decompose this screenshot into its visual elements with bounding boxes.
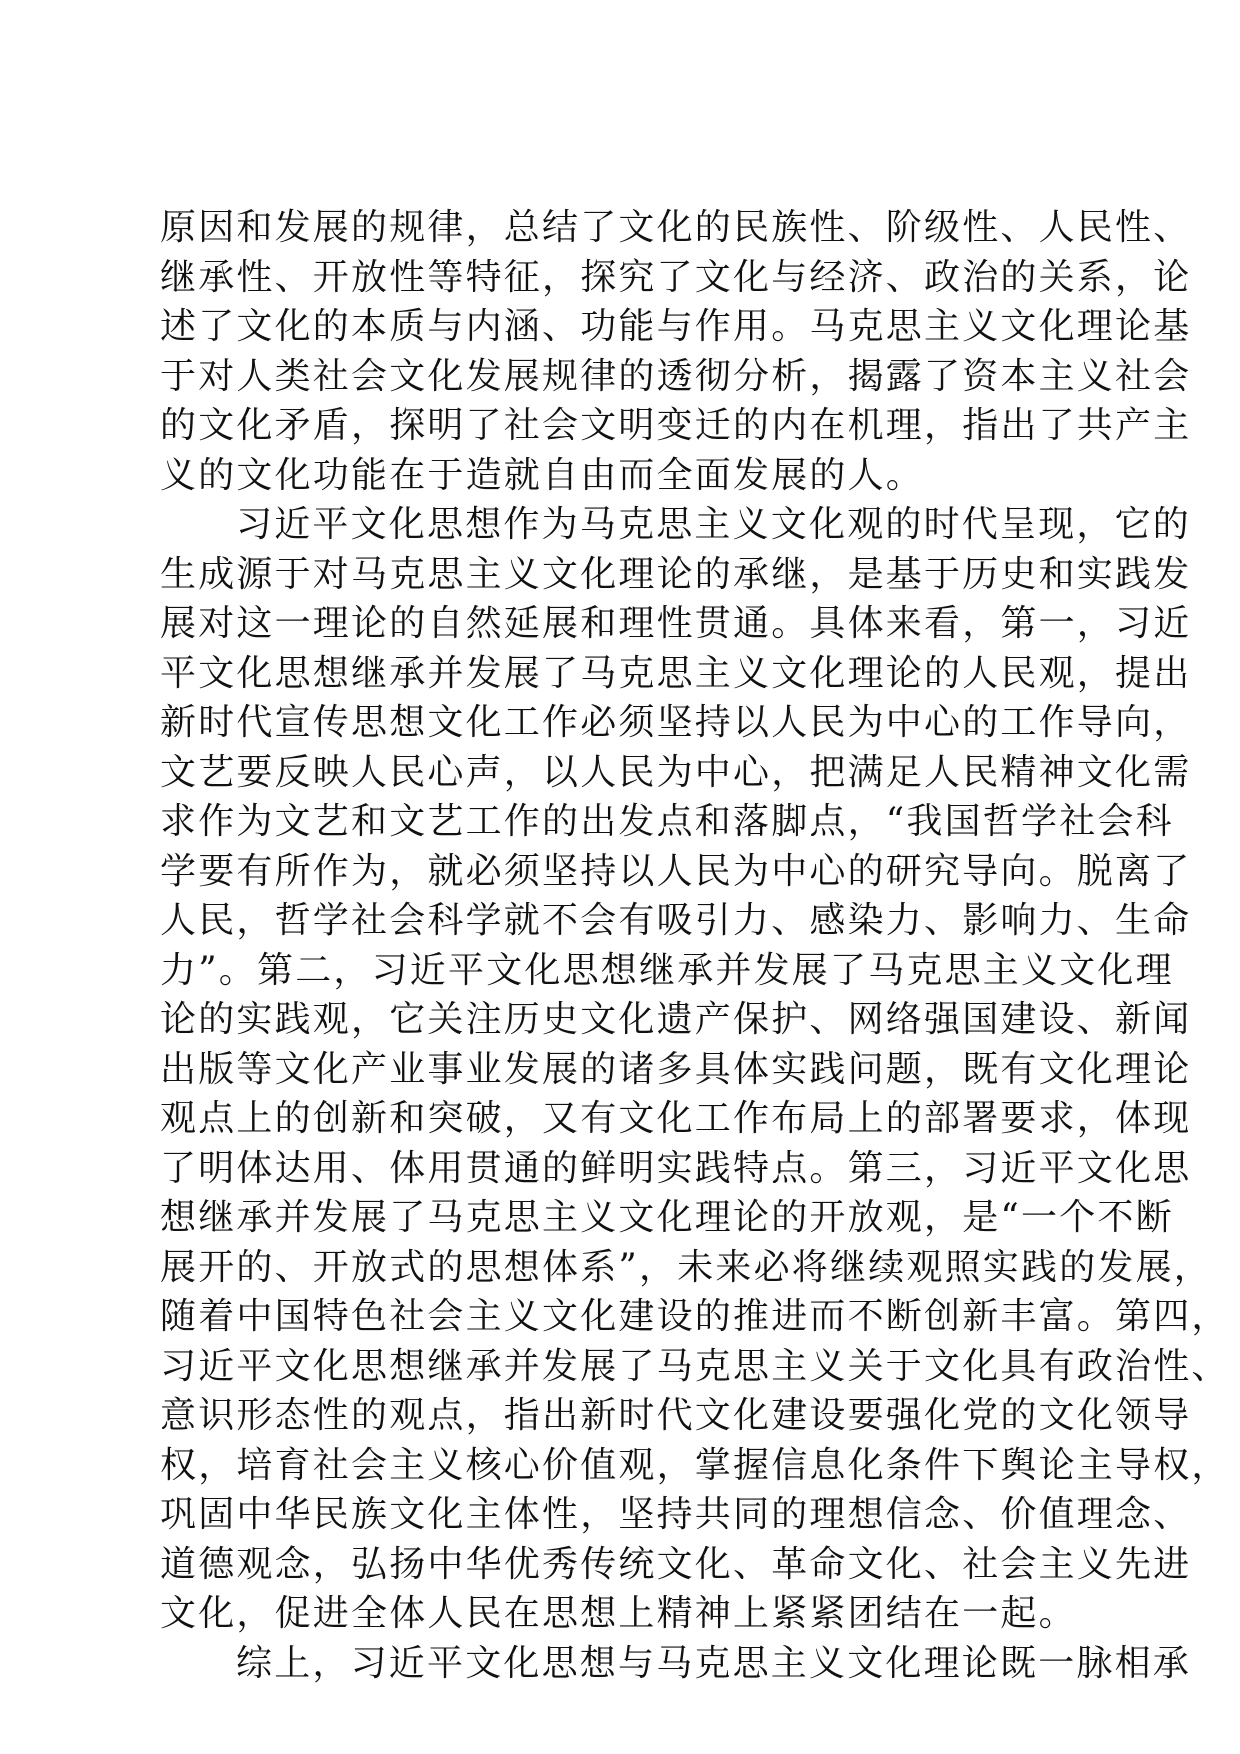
text-line: 想继承并发展了马克思主义文化理论的开放观，是“一个不断	[160, 1197, 1174, 1238]
text-line: 求作为文艺和文艺工作的出发点和落脚点，“我国哲学社会科	[160, 801, 1174, 842]
text-line: 观点上的创新和突破，又有文化工作布局上的部署要求，体现	[160, 1098, 1192, 1139]
text-line: 展对这一理论的自然延展和理性贯通。具体来看，第一，习近	[160, 603, 1192, 644]
text-line: 权，培育社会主义核心价值观，掌握信息化条件下舆论主导权，	[160, 1444, 1230, 1486]
text-line: 文化，促进全体人民在思想上精神上紧紧团结在一起。	[160, 1593, 1077, 1634]
text-line: 习近平文化思想继承并发展了马克思主义关于文化具有政治性、	[160, 1345, 1230, 1387]
text-line: 生成源于对马克思主义文化理论的承继，是基于历史和实践发	[160, 553, 1192, 595]
text-line: 继承性、开放性等特征，探究了文化与经济、政治的关系，论	[160, 256, 1192, 298]
text-line: 述了文化的本质与内涵、功能与作用。马克思主义文化理论基	[160, 306, 1192, 347]
text-line: 新时代宣传思想文化工作必须坚持以人民为中心的工作导向，	[160, 702, 1192, 743]
text-line: 平文化思想继承并发展了马克思主义文化理论的人民观，提出	[160, 652, 1192, 694]
text-line: 随着中国特色社会主义文化建设的推进而不断创新丰富。第四，	[160, 1296, 1230, 1337]
text-line: 展开的、开放式的思想体系”，未来必将继续观照实践的发展，	[160, 1246, 1213, 1288]
text-line: 原因和发展的规律，总结了文化的民族性、阶级性、人民性、	[160, 207, 1192, 248]
text-line: 巩固中华民族文化主体性，坚持共同的理想信念、价值理念、	[160, 1494, 1192, 1535]
text-line: 义的文化功能在于造就自由而全面发展的人。	[160, 454, 925, 496]
text-line: 力”。第二，习近平文化思想继承并发展了马克思主义文化理	[160, 949, 1174, 991]
text-line: 于对人类社会文化发展规律的透彻分析，揭露了资本主义社会	[160, 355, 1192, 397]
text-line: 出版等文化产业事业发展的诸多具体实践问题，既有文化理论	[160, 1048, 1192, 1090]
text-line: 学要有所作为，就必须坚持以人民为中心的研究导向。脱离了	[160, 850, 1192, 892]
body-text	[160, 203, 1230, 1688]
text-line: 的文化矛盾，探明了社会文明变迁的内在机理，指出了共产主	[160, 405, 1192, 446]
text-line: 论的实践观，它关注历史文化遗产保护、网络强国建设、新闻	[160, 999, 1192, 1040]
paragraph-1	[160, 203, 1192, 500]
text-line: 文艺要反映人民心声，以人民为中心，把满足人民精神文化需	[160, 751, 1192, 793]
text-line: 道德观念，弘扬中华优秀传统文化、革命文化、社会主义先进	[160, 1543, 1192, 1585]
text-line: 综上，习近平文化思想与马克思主义文化理论既一脉相承	[236, 1642, 1192, 1684]
paragraph-3	[160, 1639, 1192, 1689]
paragraph-2	[160, 500, 1230, 1639]
text-line: 了明体达用、体用贯通的鲜明实践特点。第三，习近平文化思	[160, 1147, 1192, 1189]
text-line: 意识形态性的观点，指出新时代文化建设要强化党的文化领导	[160, 1395, 1192, 1436]
text-line: 人民，哲学社会科学就不会有吸引力、感染力、影响力、生命	[160, 900, 1192, 941]
text-line: 习近平文化思想作为马克思主义文化观的时代呈现，它的	[236, 504, 1192, 545]
